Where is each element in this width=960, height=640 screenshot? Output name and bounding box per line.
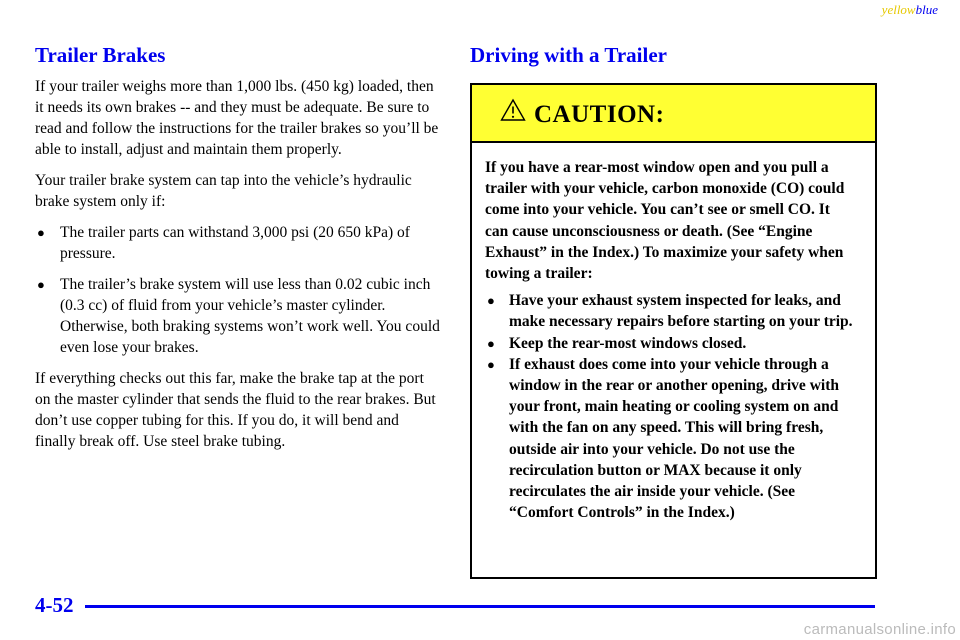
bullet-icon: ●	[487, 356, 495, 372]
left-column	[35, 76, 440, 462]
section-heading-driving-with-trailer: Driving with a Trailer	[470, 43, 667, 67]
list-item	[35, 222, 440, 264]
color-tag	[882, 2, 938, 18]
list-item	[485, 354, 855, 524]
color-tag-yellow: yellow	[881, 2, 916, 17]
list-item-text: The trailer parts can withstand 3,000 psi (20 650 kPa) of pressure.	[60, 224, 410, 262]
list-item	[485, 333, 855, 354]
caution-box	[470, 83, 877, 579]
paragraph: Your trailer brake system can tap into the vehicle’s hydraulic brake system only if:	[35, 172, 412, 210]
list-item-text: Keep the rear-most windows closed.	[509, 334, 747, 352]
list-item-text: Have your exhaust system inspected for leaks, and make necessary repairs before starting on your trip.	[509, 292, 853, 331]
paragraph: If your trailer weighs more than 1,000 lbs. (450 kg) loaded, then it needs its own brakes -- and they must be adequate. Be sure to read and follow the instructions for the trailer brakes so you’ll be able to install, adjust and maintain them properly.	[35, 78, 439, 158]
list-item	[35, 274, 440, 358]
page-number: 4-52	[35, 593, 74, 617]
warning-triangle-icon	[500, 98, 526, 122]
caution-body	[472, 143, 875, 523]
bullet-icon: ●	[487, 293, 495, 309]
list-item-text: The trailer’s brake system will use less than 0.02 cubic inch (0.3 cc) of fluid from your vehicle’s master cylinder. Otherwise, both braking systems won’t work well. You could even lose your brakes.	[60, 276, 440, 356]
footer-rule	[85, 605, 875, 608]
watermark: carmanualsonline.info	[803, 621, 956, 638]
caution-bullet-list	[485, 290, 855, 523]
list-item-text: If exhaust does come into your vehicle through a window in the rear or another opening, drive with your front, main heating or cooling system on and with the fan on any speed. This will bring fresh, outside air into your vehicle. Do not use the recirculation button or MAX because it only recirculates the air inside your vehicle. (See “Comfort Controls” in the Index.)	[509, 355, 839, 522]
bullet-list	[35, 222, 440, 358]
caution-header	[472, 85, 875, 143]
list-item	[485, 290, 855, 332]
bullet-icon: ●	[487, 335, 495, 351]
paragraph: If everything checks out this far, make the brake tap at the port on the master cylinder that sends the fluid to the rear brakes. But don’t use copper tubing for this. If you do, it will bend and finally break off. Use steel brake tubing.	[35, 370, 436, 450]
section-heading-trailer-brakes: Trailer Brakes	[35, 43, 166, 67]
caution-title: CAUTION:	[534, 101, 665, 128]
bullet-icon: ●	[37, 225, 45, 240]
caution-intro: If you have a rear-most window open and you pull a trailer with your vehicle, carbon monoxide (CO) could come into your vehicle. You can’t see or smell CO. It can cause unconsciousness or death. (See “Engine Exhaust” in the Index.) To maximize your safety when towing a trailer:	[485, 159, 845, 283]
color-tag-blue: blue	[915, 2, 938, 17]
bullet-icon: ●	[37, 277, 45, 292]
